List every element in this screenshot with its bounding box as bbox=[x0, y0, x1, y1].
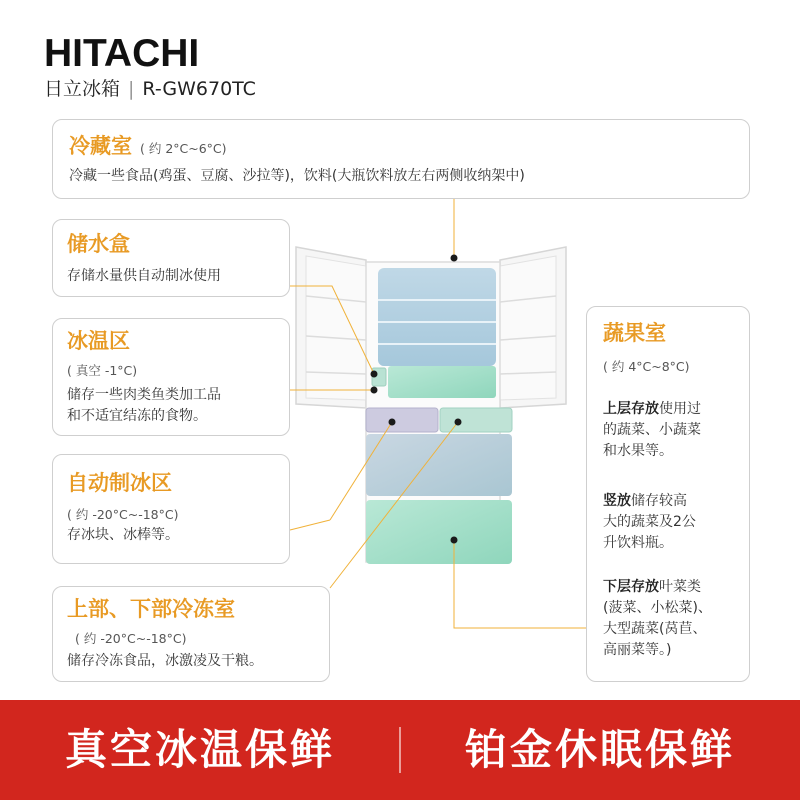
callout-vegetable bbox=[586, 306, 750, 682]
fridge-compartment bbox=[378, 268, 496, 366]
right-door bbox=[500, 247, 566, 408]
callout-temp: ( 约 -20°C~-18°C) bbox=[75, 631, 187, 646]
hitachi-logo: HITACHI bbox=[44, 32, 200, 75]
callout-title: 上部、下部冷冻室 bbox=[67, 597, 235, 621]
callout-desc: 冷藏一些食品(鸡蛋、豆腐、沙拉等)，饮料(大瓶饮料放左右两侧收纳架中) bbox=[69, 168, 525, 184]
callout-title: 蔬果室 bbox=[603, 321, 666, 345]
marker-fridge bbox=[451, 255, 458, 262]
callout-title: 冷藏室 bbox=[69, 134, 132, 158]
callout-ice bbox=[52, 454, 290, 564]
callout-freezer bbox=[52, 586, 330, 682]
callout-fridge bbox=[52, 119, 750, 199]
callout-temp: ( 约 4°C~8°C) bbox=[603, 359, 690, 374]
ice-maker-drawer bbox=[366, 408, 438, 432]
marker-chill bbox=[371, 387, 378, 394]
veg-middle-desc: 竖放储存较高 大的蔬菜及2公 升饮料瓶。 bbox=[603, 493, 696, 551]
left-door bbox=[296, 247, 366, 408]
callout-desc: 储存一些肉类鱼类加工品 bbox=[67, 387, 221, 403]
callout-title: 储水盒 bbox=[67, 232, 130, 256]
marker-ice bbox=[389, 419, 396, 426]
feature-vacuum-chill: 真空冰温保鲜 bbox=[64, 725, 335, 774]
callout-water bbox=[52, 219, 290, 297]
feature-banner bbox=[0, 700, 800, 800]
veg-upper-desc: 上层存放使用过 的蔬菜、小蔬菜 和水果等。 bbox=[603, 401, 701, 459]
chill-drawer bbox=[388, 366, 496, 398]
callout-desc: 储存冷冻食品，冰激凌及干粮。 bbox=[67, 653, 263, 669]
callout-title: 自动制冰区 bbox=[67, 471, 172, 495]
marker-veg bbox=[451, 537, 458, 544]
vegetable-drawer bbox=[366, 500, 512, 564]
callout-temp: ( 约 -20°C~-18°C) bbox=[67, 507, 179, 522]
product-name: 日立冰箱 bbox=[44, 78, 121, 100]
separator: | bbox=[128, 78, 135, 100]
callout-chill bbox=[52, 318, 290, 436]
upper-freezer-drawer bbox=[366, 434, 512, 496]
marker-water bbox=[371, 371, 378, 378]
callout-temp: ( 真空 -1°C) bbox=[67, 363, 138, 378]
callout-temp: ( 约 2°C~6°C) bbox=[140, 141, 227, 156]
marker-freezer bbox=[455, 419, 462, 426]
upper-freezer-small bbox=[440, 408, 512, 432]
callout-desc: 和不适宜结冻的食物。 bbox=[67, 408, 207, 424]
callout-desc: 存冰块、冰棒等。 bbox=[67, 527, 179, 543]
callout-title: 冰温区 bbox=[67, 329, 130, 353]
model-number: R-GW670TC bbox=[142, 78, 256, 100]
feature-platinum: 铂金休眠保鲜 bbox=[464, 725, 735, 774]
veg-lower-desc: 下层存放叶菜类 (菠菜、小松菜)、 大型蔬菜(莴苣、 高丽菜等。) bbox=[603, 579, 712, 658]
callout-desc: 存储水量供自动制冰使用 bbox=[67, 268, 221, 284]
